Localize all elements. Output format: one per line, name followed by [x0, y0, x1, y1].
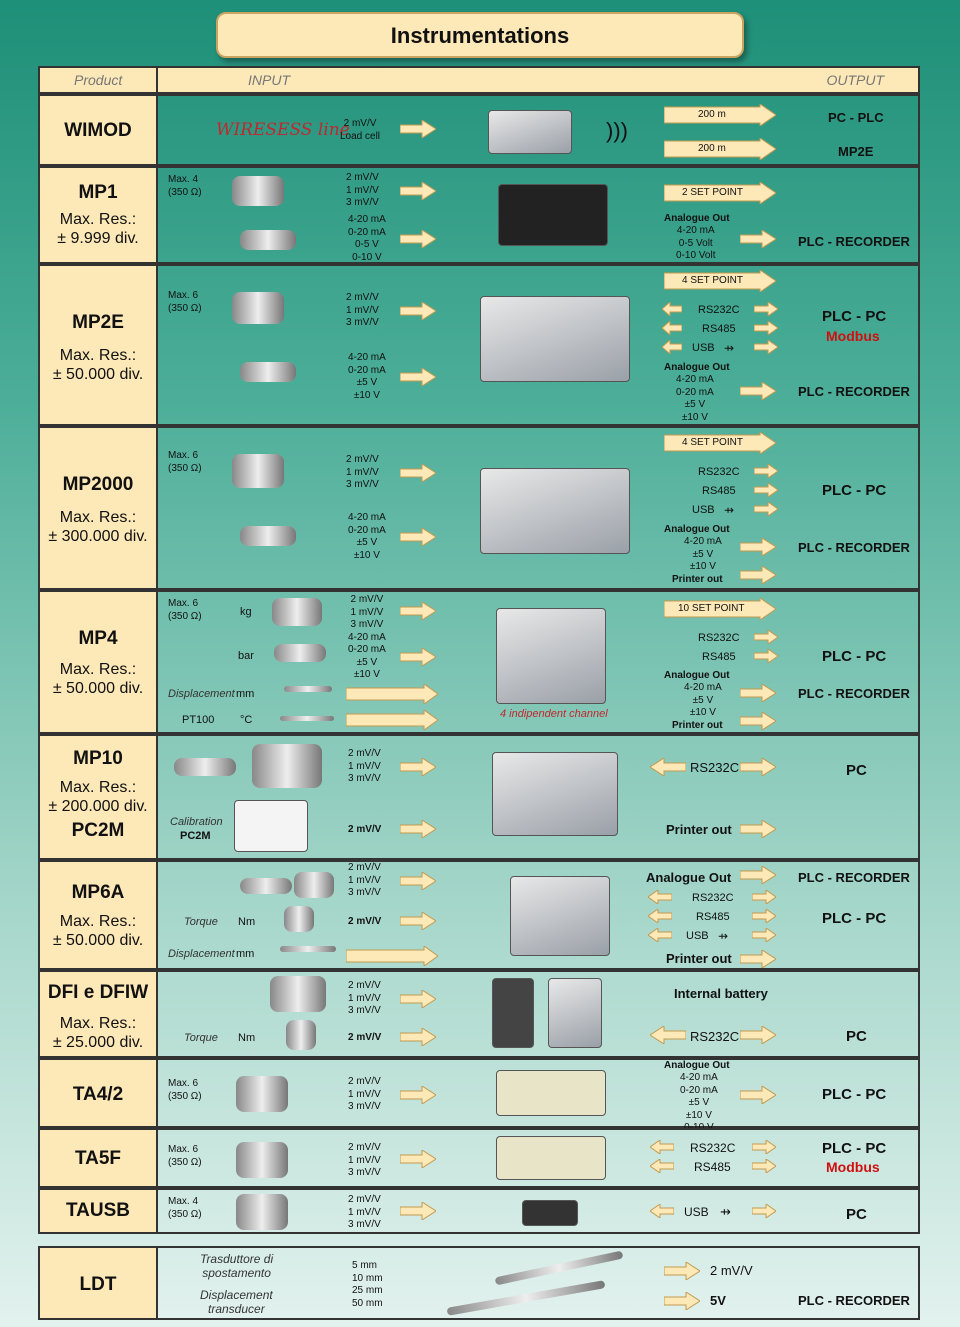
input-mv-calib: 2 mV/V [348, 824, 382, 835]
load-cell-image [232, 176, 284, 206]
bidirectional-arrow-icon [752, 928, 776, 946]
rs232-label: RS232C [698, 466, 740, 478]
rs485-label: RS485 [702, 651, 736, 663]
dfi-indicator-image [492, 978, 534, 1048]
wireless-signal-icon: ))) [606, 118, 628, 143]
arrow-icon [400, 648, 436, 666]
displacement-arrow [346, 684, 438, 706]
max-res-value: ± 50.000 div. [52, 366, 144, 383]
analogue-out-label: Analogue Out [664, 670, 730, 681]
product-cell [40, 1190, 158, 1232]
unit-mm: mm [236, 948, 255, 960]
unit-celsius: °C [240, 714, 253, 726]
row-ldt [38, 1246, 920, 1320]
arrow-icon [400, 182, 436, 200]
product-cell [40, 1130, 158, 1186]
output-dest: PLC - RECORDER [798, 234, 910, 249]
usb-label: USB [684, 1205, 709, 1219]
mp2e-indicator-image [480, 296, 630, 382]
rs232-label: RS232C [690, 1029, 740, 1044]
rs485-label: RS485 [696, 911, 730, 923]
wireless-logo: WIRESESS line [216, 120, 350, 140]
bidirectional-arrow-icon [754, 483, 778, 501]
displacement-sensor-image [280, 946, 336, 952]
arrow-icon [740, 712, 776, 730]
arrow-icon [400, 1202, 436, 1220]
pressure-sensor-image [240, 230, 296, 250]
rs232-label: RS232C [698, 632, 740, 644]
rs485-label: RS485 [694, 1160, 731, 1174]
arrow-icon [400, 990, 436, 1008]
output-dest: PC [846, 1206, 867, 1223]
input-mv: 2 mV/V 1 mV/V 3 mV/V [348, 862, 381, 898]
bidirectional-arrow-icon [648, 890, 672, 908]
mp6a-indicator-image [510, 876, 610, 956]
bidirectional-arrow-icon [650, 1026, 686, 1044]
input-mv: 2 mV/V 1 mV/V 3 mV/V [346, 292, 379, 328]
printer-out-label: Printer out [666, 951, 732, 966]
mp4-indicator-image [496, 608, 606, 704]
bidirectional-arrow-icon [754, 502, 778, 520]
arrow-icon [740, 230, 776, 248]
ldt-transducer-image-2 [447, 1280, 606, 1316]
analogue-out-label: Analogue Out [646, 870, 732, 885]
mp10-indicator-image [492, 752, 618, 836]
max-res-label: Max. Res.: [59, 347, 137, 364]
arrow-icon [400, 1086, 436, 1104]
load-cell-image [236, 1142, 288, 1178]
max-res-label: Max. Res.: [59, 913, 137, 930]
usb-label: USB [692, 342, 715, 354]
product-name: MP6A [71, 882, 125, 903]
pressure-sensor-image [174, 758, 236, 776]
bidirectional-arrow-icon [650, 758, 686, 776]
product-name: DFI e DFIW [47, 982, 149, 1003]
bidirectional-arrow-icon [752, 1159, 776, 1177]
channel-label: 4 indipendent channel [500, 708, 608, 720]
output-dest-1: PLC - PC [822, 482, 887, 499]
torque-sensor-image [284, 906, 314, 932]
load-cell-image [236, 1076, 288, 1112]
bidirectional-arrow-icon [752, 1204, 776, 1222]
rs232-label: RS232C [692, 892, 734, 904]
max-loadcells: Max. 6 (350 Ω) [168, 290, 202, 314]
product-name: TA5F [74, 1148, 122, 1169]
range-arrow-2: 200 m [664, 138, 776, 160]
unit-bar: bar [238, 650, 254, 662]
header-input: INPUT [248, 72, 290, 88]
pt100-probe-image [280, 716, 334, 721]
output-mv: 2 mV/V [710, 1263, 753, 1278]
output-dest-modbus: Modbus [826, 1159, 880, 1175]
pressure-sensor-image [240, 362, 296, 382]
arrow-icon [740, 382, 776, 400]
calibration-device-label: PC2M [180, 830, 211, 842]
unit-nm: Nm [238, 916, 256, 928]
arrow-icon [740, 1086, 776, 1104]
header-input-output [156, 66, 920, 94]
max-res-value: ± 25.000 div. [52, 1034, 144, 1051]
row-mp4 [38, 590, 920, 734]
range-arrow-1: 200 m [664, 104, 776, 126]
product-name: TAUSB [65, 1200, 131, 1221]
analogue-out-values: 4-20 mA 0-20 mA ±5 V ±10 V 0-10 V [680, 1072, 718, 1133]
arrow-icon [740, 758, 776, 776]
max-res-label: Max. Res.: [59, 661, 137, 678]
rs232-label: RS232C [690, 1141, 736, 1155]
dfiw-indicator-image [548, 978, 602, 1048]
bidirectional-arrow-icon [754, 464, 778, 482]
rs232-label: RS232C [698, 304, 740, 316]
output-dest-modbus: Modbus [826, 328, 880, 344]
output-dest-1: PLC - PC [822, 648, 887, 665]
arrow-icon [740, 866, 776, 884]
input-values: 2 mV/V 1 mV/V 3 mV/V 4-20 mA 0-20 mA ±5 V ±10 V [348, 594, 386, 680]
product-name: MP2000 [62, 474, 134, 495]
load-cell-image [270, 976, 326, 1012]
arrow-icon [400, 464, 436, 482]
product-cell [40, 96, 158, 164]
analogue-out-label: Analogue Out [664, 213, 730, 224]
transducer-label-en: Displacement transducer [200, 1288, 273, 1316]
row-ta5f [38, 1128, 920, 1188]
rs232-label: RS232C [690, 760, 740, 775]
arrow-icon [740, 538, 776, 556]
output-dest-2: PLC - PC [822, 910, 887, 927]
output-dest-2: PLC - RECORDER [798, 686, 910, 701]
rs485-label: RS485 [702, 485, 736, 497]
input-mv: 2 mV/V 1 mV/V 3 mV/V [346, 172, 379, 208]
input-mv: 2 mV/V 1 mV/V 3 mV/V [346, 454, 379, 490]
output-dest: PLC - PC [822, 1140, 887, 1157]
analogue-out-values: 4-20 mA ±5 V ±10 V [684, 682, 722, 718]
unit-nm: Nm [238, 1032, 256, 1044]
product-name: WIMOD [64, 120, 132, 141]
output-dest-1: PC - PLC [828, 110, 884, 125]
output-dest: PC [846, 1028, 867, 1045]
input-mv: 2 mV/V 1 mV/V 3 mV/V [348, 1076, 381, 1112]
displacement-sensor-image [284, 686, 332, 692]
bidirectional-arrow-icon [752, 1140, 776, 1158]
usb-label: USB [692, 504, 715, 516]
input-analog: 4-20 mA 0-20 mA ±5 V ±10 V [348, 512, 386, 561]
wireless-transmitter-image [488, 110, 572, 154]
bidirectional-arrow-icon [754, 302, 778, 320]
product-cell [40, 972, 158, 1056]
max-res-value: ± 300.000 div. [48, 528, 148, 545]
product-name-2: PC2M [71, 820, 125, 841]
analogue-out-values: 4-20 mA 0-20 mA ±5 V ±10 V [676, 374, 714, 423]
torque-label: Torque [184, 916, 218, 928]
transducer-label-it: Trasduttore di spostamento [200, 1252, 274, 1280]
ldt-transducer-image-1 [495, 1251, 624, 1286]
ta42-board-image [496, 1070, 606, 1116]
displacement-label: Displacement [168, 948, 235, 960]
product-cell [40, 266, 158, 424]
output-5v: 5V [710, 1293, 726, 1308]
usb-icon: ⇸ [718, 929, 729, 943]
pressure-sensor-image [240, 526, 296, 546]
arrow-icon [664, 1262, 700, 1280]
max-loadcells: Max. 6 (350 Ω) [168, 1144, 202, 1168]
setpoint-arrow: 2 SET POINT [664, 182, 776, 204]
tausb-dongle-image [522, 1200, 578, 1226]
arrow-icon [400, 602, 436, 620]
unit-mm: mm [236, 688, 255, 700]
input-mv: 2 mV/V 1 mV/V 3 mV/V [348, 1194, 381, 1230]
max-res-value: ± 9.999 div. [57, 230, 139, 247]
input-mv: 2 mV/V 1 mV/V 3 mV/V [348, 748, 381, 784]
unit-kg: kg [240, 606, 252, 618]
printer-out-label: Printer out [672, 720, 723, 731]
max-loadcells: Max. 6 (350 Ω) [168, 450, 202, 474]
product-cell [40, 736, 158, 858]
max-loadcells: Max. 4 (350 Ω) [168, 174, 202, 198]
usb-icon: ⇸ [724, 341, 735, 355]
bidirectional-arrow-icon [754, 630, 778, 648]
bidirectional-arrow-icon [754, 321, 778, 339]
max-loadcells: Max. 6 (350 Ω) [168, 1078, 202, 1102]
arrow-icon [740, 684, 776, 702]
load-cell-image [272, 598, 322, 626]
max-loadcells: Max. 4 (350 Ω) [168, 1196, 202, 1220]
analogue-out-label: Analogue Out [664, 1060, 730, 1071]
arrow-icon [740, 566, 776, 584]
bidirectional-arrow-icon [650, 1140, 674, 1158]
bidirectional-arrow-icon [650, 1159, 674, 1177]
output-dest: PLC - PC [822, 1086, 887, 1103]
printer-out-label: Printer out [666, 822, 732, 837]
input-strokes: 5 mm 10 mm 25 mm 50 mm [352, 1260, 383, 1309]
displacement-label: Displacement [168, 688, 235, 700]
max-res-label: Max. Res.: [59, 509, 137, 526]
row-tausb [38, 1188, 920, 1234]
arrow-icon [740, 820, 776, 838]
bidirectional-arrow-icon [662, 321, 682, 339]
row-mp6a [38, 860, 920, 970]
load-cell-image [236, 1194, 288, 1230]
output-dest-2: PLC - RECORDER [798, 384, 910, 399]
arrow-icon [400, 230, 436, 248]
pt100-arrow [346, 710, 438, 732]
arrow-icon [664, 1292, 700, 1310]
product-name: LDT [79, 1274, 117, 1295]
arrow-icon [400, 912, 436, 930]
input-mv: 2 mV/V 1 mV/V 3 mV/V [348, 980, 381, 1016]
max-res-label: Max. Res.: [59, 211, 137, 228]
setpoint-arrow: 4 SET POINT [664, 270, 776, 292]
setpoint-arrow: 10 SET POINT [664, 598, 776, 620]
analogue-out-label: Analogue Out [664, 362, 730, 373]
bidirectional-arrow-icon [754, 649, 778, 667]
product-name: MP2E [72, 312, 124, 333]
max-res-label: Max. Res.: [59, 779, 137, 796]
row-mp2000 [38, 426, 920, 590]
bidirectional-arrow-icon [754, 340, 778, 358]
output-dest-2: PLC - RECORDER [798, 540, 910, 555]
product-cell [40, 428, 158, 588]
max-res-label: Max. Res.: [59, 1015, 137, 1032]
product-name: MP10 [73, 748, 123, 769]
output-dest: PC [846, 762, 867, 779]
input-analog: 4-20 mA 0-20 mA ±5 V ±10 V [348, 352, 386, 401]
max-loadcells: Max. 6 (350 Ω) [168, 598, 202, 622]
load-cell-image [294, 872, 334, 898]
arrow-icon [400, 302, 436, 320]
output-dest: PLC - RECORDER [798, 1293, 910, 1308]
printer-out-label: Printer out [672, 574, 723, 585]
arrow-icon [400, 368, 436, 386]
pc2m-calibrator-image [234, 800, 308, 852]
pressure-sensor-image [274, 644, 326, 662]
arrow-icon [400, 820, 436, 838]
row-wimod [38, 94, 920, 166]
output-dest-1: PLC - RECORDER [798, 870, 910, 885]
input-mv: 2 mV/V 1 mV/V 3 mV/V [348, 1142, 381, 1178]
load-cell-image [232, 454, 284, 488]
usb-icon: ⇸ [724, 503, 735, 517]
load-cell-image [252, 744, 322, 788]
arrow-icon [400, 120, 436, 138]
analogue-out-values: 4-20 mA 0-5 Volt 0-10 Volt [676, 225, 716, 261]
input-analog: 4-20 mA 0-20 mA 0-5 V 0-10 V [348, 214, 386, 263]
product-cell [40, 862, 158, 968]
arrow-icon [400, 758, 436, 776]
product-cell [40, 1248, 158, 1318]
input-spec: 2 mV/V Load cell [340, 118, 381, 142]
arrow-icon [740, 1026, 776, 1044]
row-mp2e [38, 264, 920, 426]
pt100-label: PT100 [182, 714, 215, 726]
arrow-icon [400, 872, 436, 890]
input-mv-torque: 2 mV/V [348, 916, 382, 927]
pressure-sensor-image [240, 878, 292, 894]
row-mp10 [38, 734, 920, 860]
output-dest-1: PLC - PC [822, 308, 887, 325]
header-output: OUTPUT [826, 72, 884, 88]
arrow-icon [400, 1150, 436, 1168]
bidirectional-arrow-icon [752, 890, 776, 908]
arrow-icon [400, 1028, 436, 1046]
bidirectional-arrow-icon [648, 909, 672, 927]
arrow-icon [400, 528, 436, 546]
usb-icon: ⇸ [720, 1204, 731, 1219]
row-mp1 [38, 166, 920, 264]
arrow-icon [740, 950, 776, 968]
torque-sensor-image [286, 1020, 316, 1050]
row-dfi [38, 970, 920, 1058]
bidirectional-arrow-icon [662, 340, 682, 358]
calibration-label: Calibration [170, 816, 223, 828]
product-cell [40, 592, 158, 732]
torque-label: Torque [184, 1032, 218, 1044]
max-res-value: ± 200.000 div. [48, 798, 148, 815]
analogue-out-label: Analogue Out [664, 524, 730, 535]
page-title: Instrumentations [216, 12, 744, 58]
mp1-display-image [498, 184, 608, 246]
product-cell [40, 168, 158, 262]
bidirectional-arrow-icon [650, 1204, 674, 1222]
max-res-value: ± 50.000 div. [52, 680, 144, 697]
max-res-value: ± 50.000 div. [52, 932, 144, 949]
bidirectional-arrow-icon [648, 928, 672, 946]
ta5f-board-image [496, 1136, 606, 1180]
rs485-label: RS485 [702, 323, 736, 335]
input-mv-torque: 2 mV/V [348, 1032, 382, 1043]
product-name: MP1 [78, 182, 118, 203]
product-cell [40, 1060, 158, 1126]
product-name: TA4/2 [72, 1084, 124, 1105]
displacement-arrow [346, 946, 438, 968]
load-cell-image [232, 292, 284, 324]
mp2000-indicator-image [480, 468, 630, 554]
output-dest-2: MP2E [838, 144, 874, 159]
bidirectional-arrow-icon [752, 909, 776, 927]
internal-battery-label: Internal battery [674, 986, 768, 1001]
product-name: MP4 [78, 628, 118, 649]
setpoint-arrow: 4 SET POINT [664, 432, 776, 454]
analogue-out-values: 4-20 mA ±5 V ±10 V [684, 536, 722, 572]
usb-label: USB [686, 930, 709, 942]
row-ta42 [38, 1058, 920, 1133]
bidirectional-arrow-icon [662, 302, 682, 320]
header-product: Product [38, 66, 158, 94]
